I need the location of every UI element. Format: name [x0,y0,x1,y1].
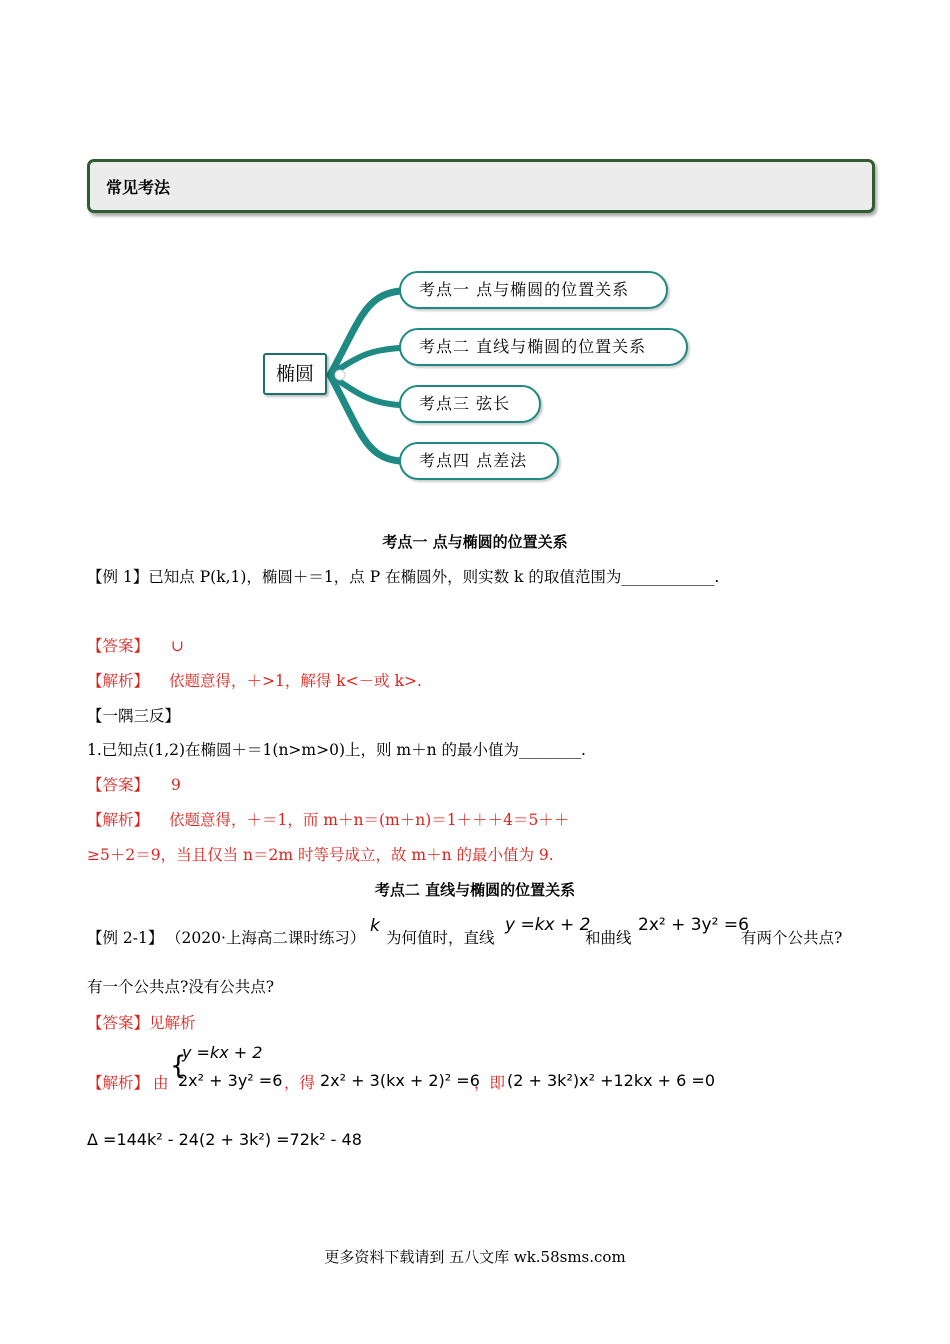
example-text-3: 有两个公共点? [741,929,843,947]
analysis-label: 【解析】 [87,672,150,690]
mindmap-root: 椭圆 [263,353,327,395]
system-eq-1: y =kx + 2 [182,1043,263,1062]
analysis-3-get: ，得 [284,1074,316,1092]
analysis-3-eq2: (2 + 3k²)x² +12kx + 6 =0 [507,1071,715,1090]
answer-label: 【答案】 [87,637,150,655]
section-2-title: 考点二 直线与椭圆的位置关系 [374,881,576,899]
example-1-text: 【例 1】已知点 P(k,1)，椭圆＋＝1，点 P 在椭圆外，则实数 k 的取值范围为____________. [87,568,720,586]
delta-equation: Δ =144k² - 24(2 + 3k²) =72k² - 48 [87,1130,362,1149]
practice-label: 【一隅三反】 [87,707,181,725]
answer-label: 【答案】 [87,1014,150,1032]
section-header-box [87,159,875,213]
example-text-2: 和曲线 [585,929,632,947]
mindmap-node-3: 考点三 弦长 [399,385,541,423]
answer-value: 9 [171,776,181,794]
section-1-title: 考点一 点与椭圆的位置关系 [382,533,568,551]
practice-1-text: 1.已知点(1,2)在椭圆＋＝1(n>m>0)上，则 m＋n 的最小值为________. [87,741,586,759]
answer-3 [87,1011,196,1033]
answer-1 [87,634,184,656]
page-footer: 更多资料下载请到 五八文库 wk.58sms.com [324,1248,626,1266]
example-line-2: 有一个公共点?没有公共点? [87,978,275,996]
analysis-text: 依题意得，＋>1，解得 k<－或 k>. [169,672,422,690]
answer-2 [87,773,181,795]
mindmap-node-4: 考点四 点差法 [399,442,559,480]
analysis-text-line2: ≥5＋2＝9，当且仅当 n＝2m 时等号成立，故 m＋n 的最小值为 9. [87,846,554,864]
system-brace: { [170,1051,187,1081]
analysis-text-line1: 依题意得，＋＝1，而 m＋n＝(m＋n)＝1＋＋＋4＝5＋＋ [169,811,570,829]
example-2-1-source: （2020·上海高二课时练习） [166,929,366,947]
mindmap-node-2: 考点二 直线与椭圆的位置关系 [399,328,688,366]
example-2-1-label: 【例 2-1】 [87,929,164,947]
analysis-2 [87,808,569,830]
example-k-var: k [370,916,380,936]
answer-value: ∪ [171,637,185,655]
example-line-eq: y =kx + 2 [505,915,591,935]
analysis-3-by: 由 [153,1074,169,1092]
mindmap-node-1: 考点一 点与椭圆的位置关系 [399,271,668,309]
analysis-1 [87,669,422,691]
section-header-title: 常见考法 [106,178,171,197]
mindmap-branches [320,260,410,490]
answer-label: 【答案】 [87,776,150,794]
system-eq-2: 2x² + 3y² =6 [178,1071,283,1090]
example-text-1: 为何值时，直线 [386,929,495,947]
answer-value: 见解析 [149,1014,196,1032]
analysis-label: 【解析】 [87,811,150,829]
example-curve-eq: 2x² + 3y² =6 [638,915,749,935]
analysis-3-ie: ，即 [474,1074,506,1092]
analysis-3-label: 【解析】 [87,1074,150,1092]
analysis-3-eq: 2x² + 3(kx + 2)² =6 [320,1071,480,1090]
